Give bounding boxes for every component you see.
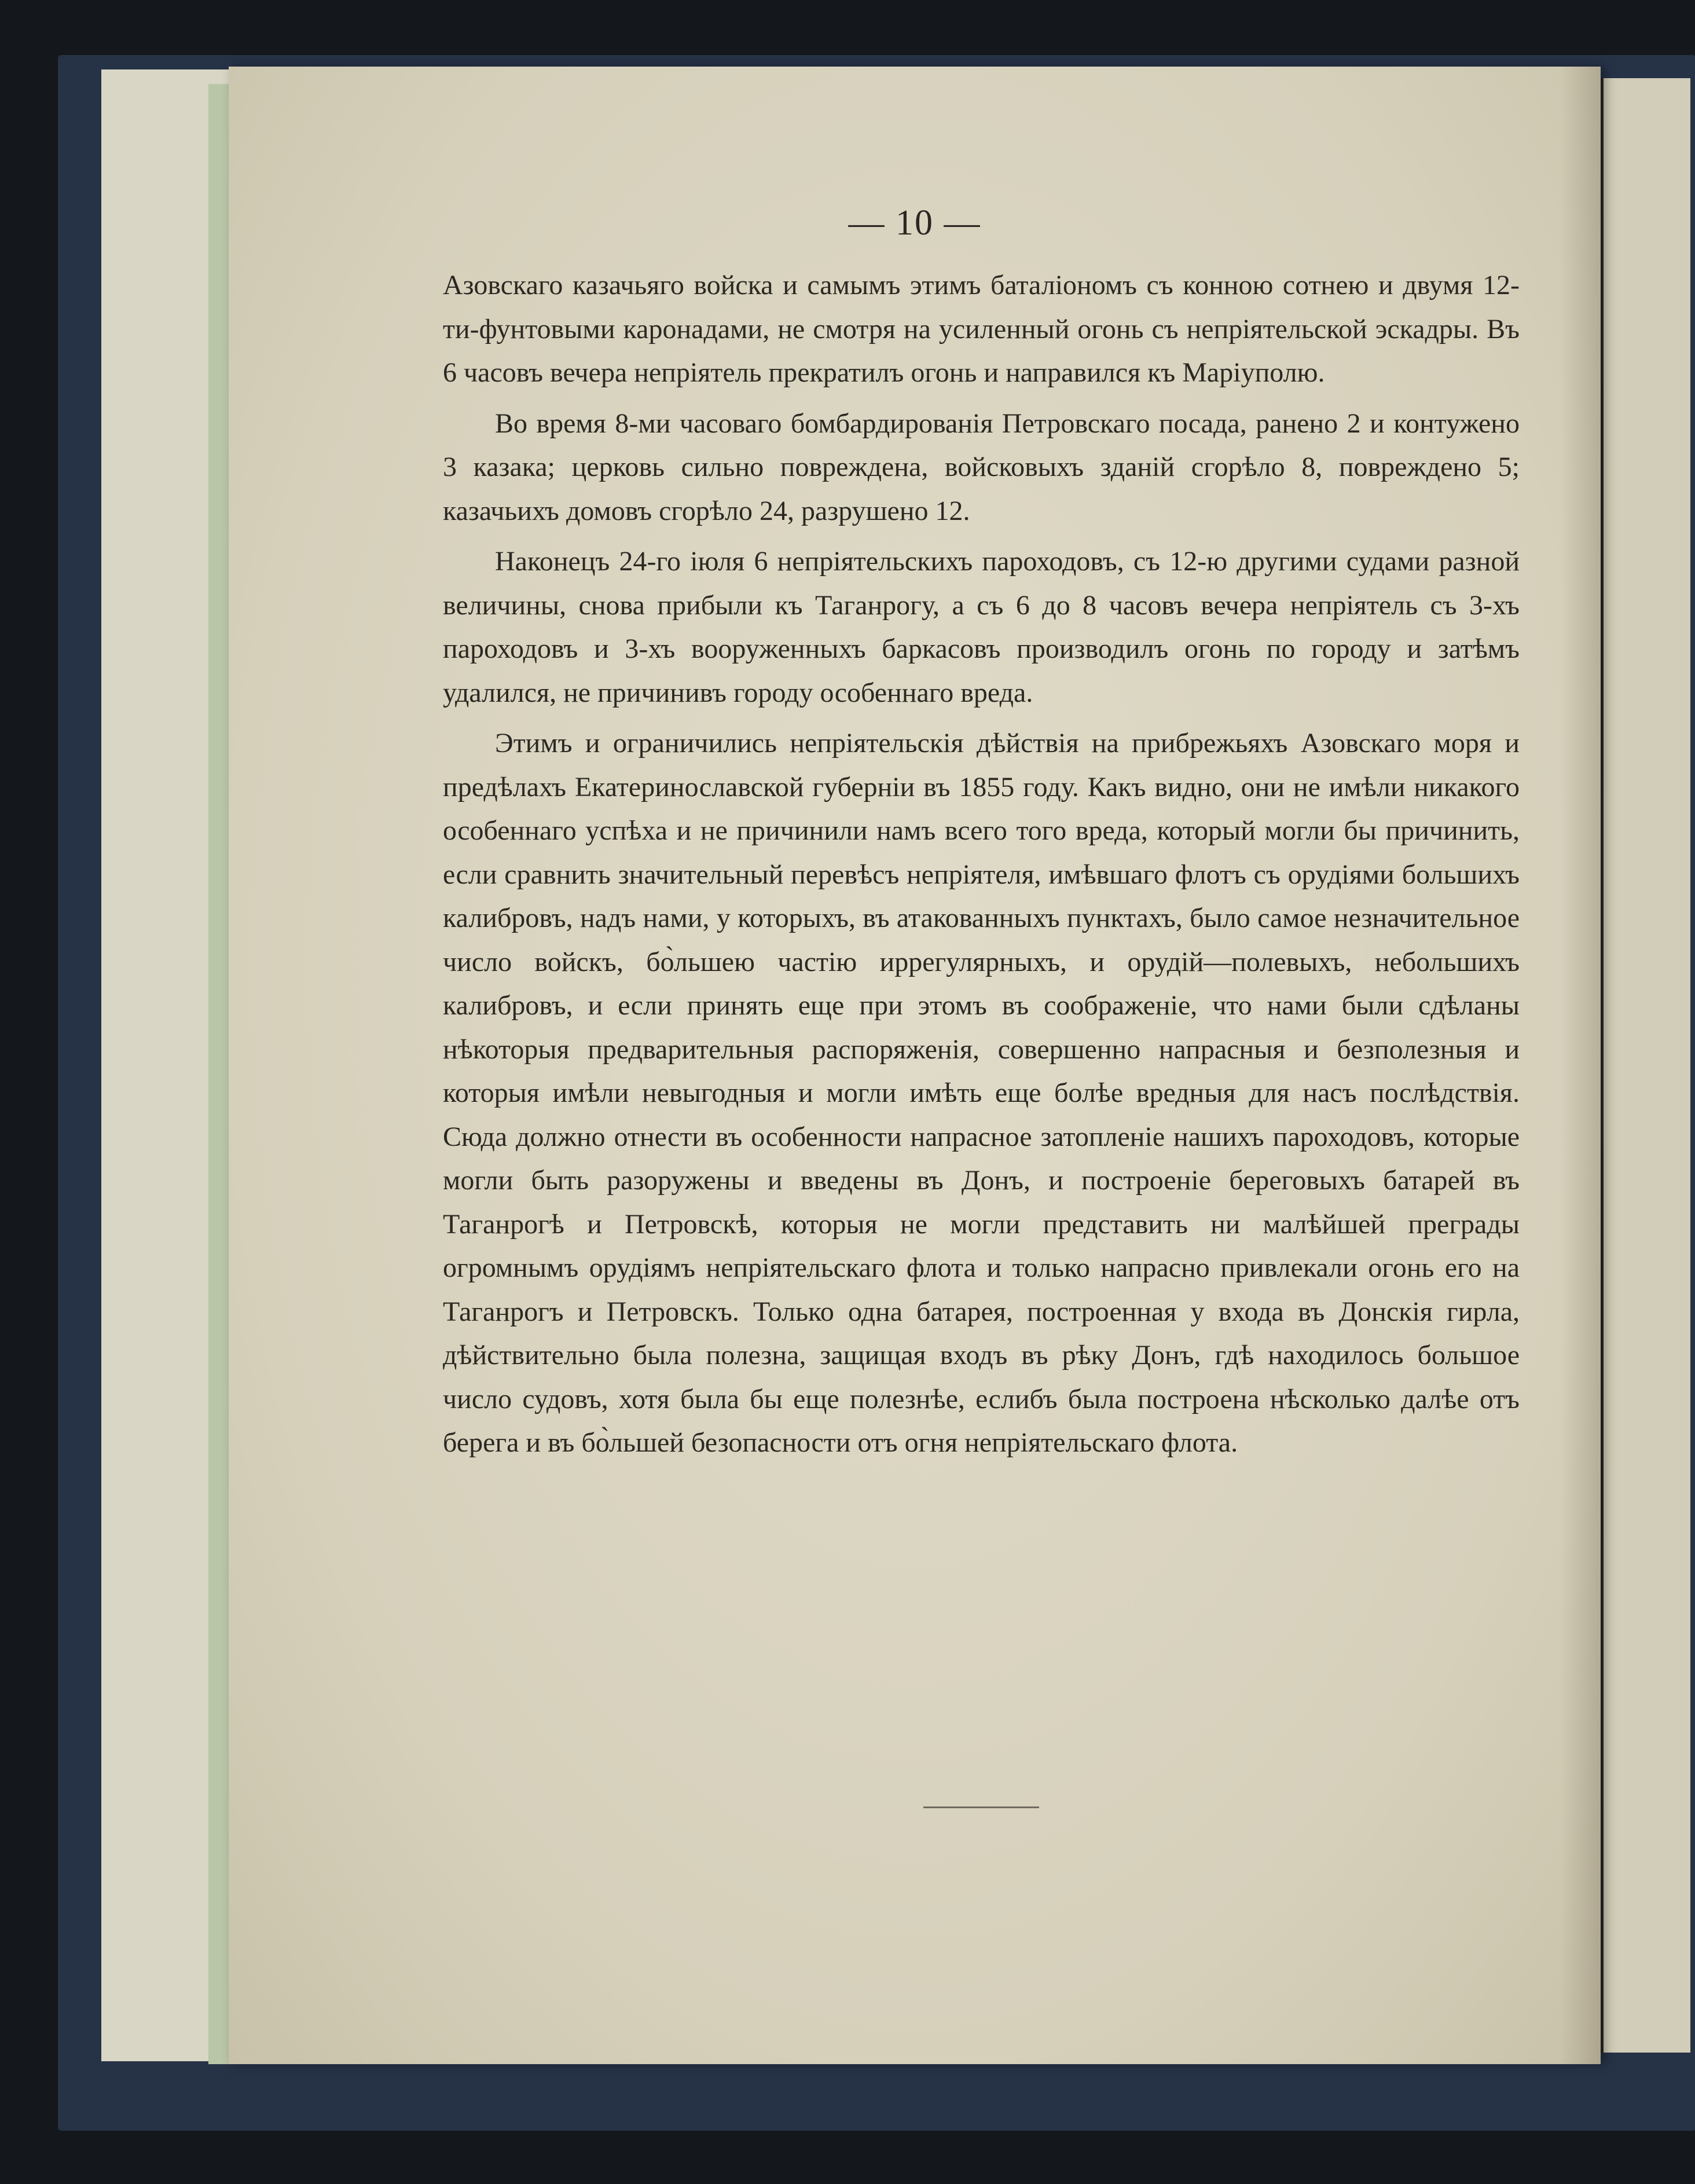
page-number: — 10 — [848,203,981,243]
end-rule-divider [923,1806,1039,1808]
page-gutter-shadow [1560,67,1601,2064]
page-body [443,263,1520,1465]
book-page [229,67,1601,2064]
paragraph-3: Наконецъ 24-го іюля 6 непріятельскихъ пароходовъ, съ 12-ю другими судами разной величины, снова прибыли къ Таганрогу, а съ 6 до 8 часовъ вечера непріятель съ 3-хъ пароходовъ и 3-хъ вооруженныхъ баркасовъ производилъ огонь по городу и затѣмъ удалился, не причинивъ городу особеннаго вреда. [443,546,1520,708]
paragraph-4: Этимъ и ограничились непріятельскія дѣйствія на прибрежьяхъ Азовскаго моря и предѣлахъ Екатеринославской губерніи въ 1855 году. Какъ видно, они не имѣли никакого особеннаго успѣха и не причинили намъ всего того вреда, который могли бы причинить, если сравнить значительный перевѣсъ непріятеля, имѣвшаго флотъ съ орудіями большихъ калибровъ, надъ нами, у которыхъ, въ атакованныхъ пунктахъ, было самое незначительное число войскъ, бо̀льшею частію иррегулярныхъ, и орудій—полевыхъ, небольшихъ калибровъ, и если принять еще при этомъ въ соображеніе, что нами были сдѣланы нѣкоторыя предварительныя распоряженія, совершенно напрасныя и безполезныя и которыя имѣли невыгодныя и могли имѣть еще болѣе вредныя для насъ послѣдствія. Сюда должно отнести въ особенности напрасное затопленіе нашихъ пароходовъ, которые могли быть разоружены и введены въ Донъ, и построеніе береговыхъ батарей въ Таганрогѣ и Петровскѣ, которыя не могли представить ни малѣйшей преграды огромнымъ орудіямъ непріятельскаго флота и только напрасно привлекали огонь его на Таганрогъ и Петровскъ. Только одна батарея, построенная у входа въ Донскія гирла, дѣйствительно была полезна, защищая входъ въ рѣку Донъ, гдѣ находилось большое число судовъ, хотя была бы еще полезнѣе, еслибъ была построена нѣсколько далѣе отъ берега и въ бо̀льшей безопасности отъ огня непріятельскаго флота. [443,728,1520,1458]
paragraph-2: Во время 8-ми часоваго бомбардированія Петровскаго посада, ранено 2 и контужено 3 казака; церковь сильно повреждена, войсковыхъ зданій сгорѣло 8, повреждено 5; казачьихъ домовъ сгорѣло 24, разрушено 12. [443,408,1520,526]
paragraph-1: Азовскаго казачьяго войска и самымъ этимъ баталіономъ съ конною сотнею и двумя 12-ти-фунтовыми каронадами, не смотря на усиленный огонь съ непріятельской эскадры. Въ 6 часовъ вечера непріятель прекратилъ огонь и направился къ Маріуполю. [443,270,1520,388]
facing-page-edge [1598,78,1690,2053]
